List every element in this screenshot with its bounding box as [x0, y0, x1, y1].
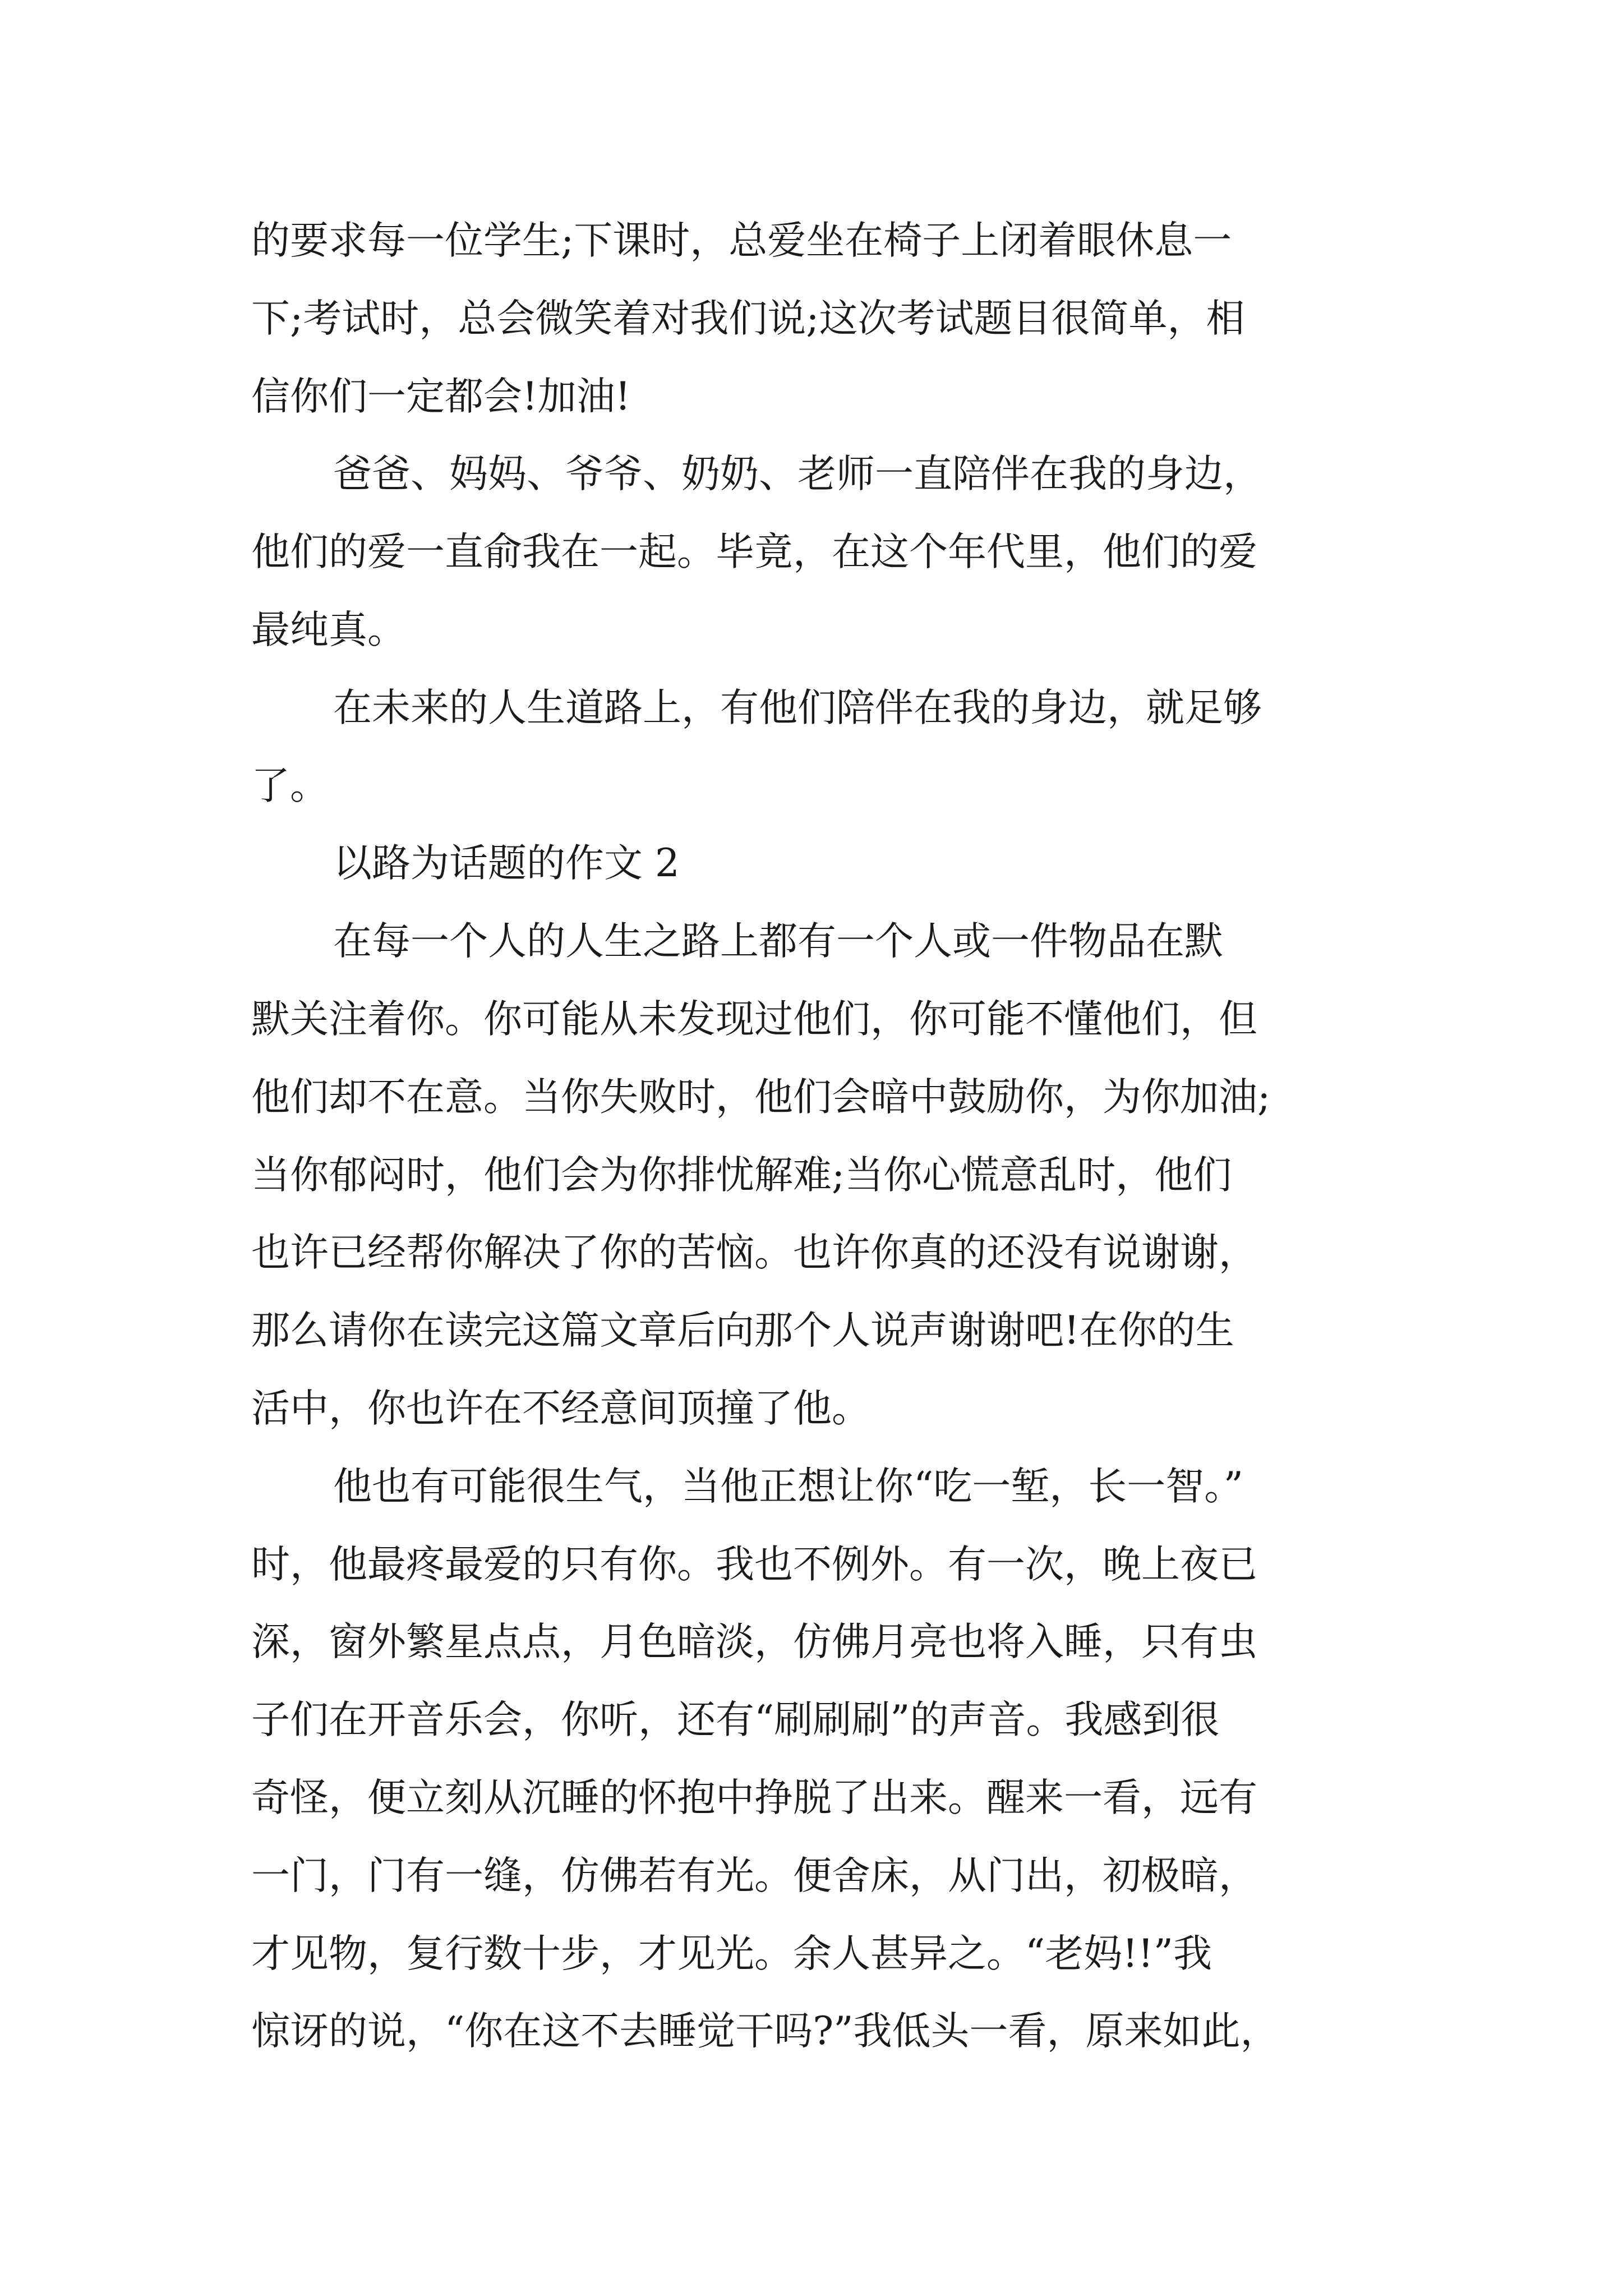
- text-line: 他们却不在意。当你失败时，他们会暗中鼓励你，为你加油;: [251, 1074, 1271, 1120]
- text-line: 的要求每一位学生;下课时，总爱坐在椅子上闭着眼休息一: [251, 218, 1232, 263]
- text-line: 惊讶的说，“你在这不去睡觉干吗?”我低头一看，原来如此，: [251, 2009, 1279, 2054]
- text-line: 深，窗外繁星点点，月色暗淡，仿佛月亮也将入睡，只有虫: [251, 1619, 1257, 1665]
- text-line: 最纯真。: [251, 607, 406, 652]
- text-line: 子们在开音乐会，你听，还有“刷刷刷”的声音。我感到很: [251, 1697, 1220, 1743]
- text-line: 也许已经帮你解决了你的苦恼。也许你真的还没有说谢谢，: [251, 1230, 1257, 1276]
- text-line: 他也有可能很生气，当他正想让你“吃一堑，长一智。”: [333, 1464, 1244, 1509]
- document-body: [251, 202, 1390, 2070]
- text-line: 那么请你在读完这篇文章后向那个人说声谢谢吧!在你的生: [251, 1308, 1234, 1354]
- text-line: 活中，你也许在不经意间顶撞了他。: [251, 1386, 870, 1431]
- text-line: 在每一个人的人生之路上都有一个人或一件物品在默: [333, 919, 1223, 964]
- text-line: 他们的爱一直俞我在一起。毕竟，在这个年代里，他们的爱: [251, 530, 1257, 575]
- text-line: 信你们一定都会!加油!: [251, 374, 631, 419]
- text-line: 了。: [251, 763, 329, 808]
- text-line: 一门，门有一缝，仿佛若有光。便舍床，从门出，初极暗，: [251, 1853, 1257, 1898]
- text-line: 才见物，复行数十步，才见光。余人甚异之。“老妈!!”我: [251, 1931, 1212, 1976]
- text-line: 奇怪，便立刻从沉睡的怀抱中挣脱了出来。醒来一看，远有: [251, 1775, 1257, 1820]
- text-line: 默关注着你。你可能从未发现过他们，你可能不懂他们，但: [251, 996, 1257, 1042]
- text-line: 在未来的人生道路上，有他们陪伴在我的身边，就足够: [333, 685, 1262, 730]
- section-heading: 以路为话题的作文 2: [333, 841, 680, 886]
- text-line: 时，他最疼最爱的只有你。我也不例外。有一次，晚上夜已: [251, 1542, 1257, 1587]
- text-line: 爸爸、妈妈、爷爷、奶奶、老师一直陪伴在我的身边，: [333, 452, 1262, 497]
- text-line: 下;考试时，总会微笑着对我们说;这次考试题目很简单，相: [251, 296, 1245, 341]
- text-line: 当你郁闷时，他们会为你排忧解难;当你心慌意乱时，他们: [251, 1152, 1232, 1198]
